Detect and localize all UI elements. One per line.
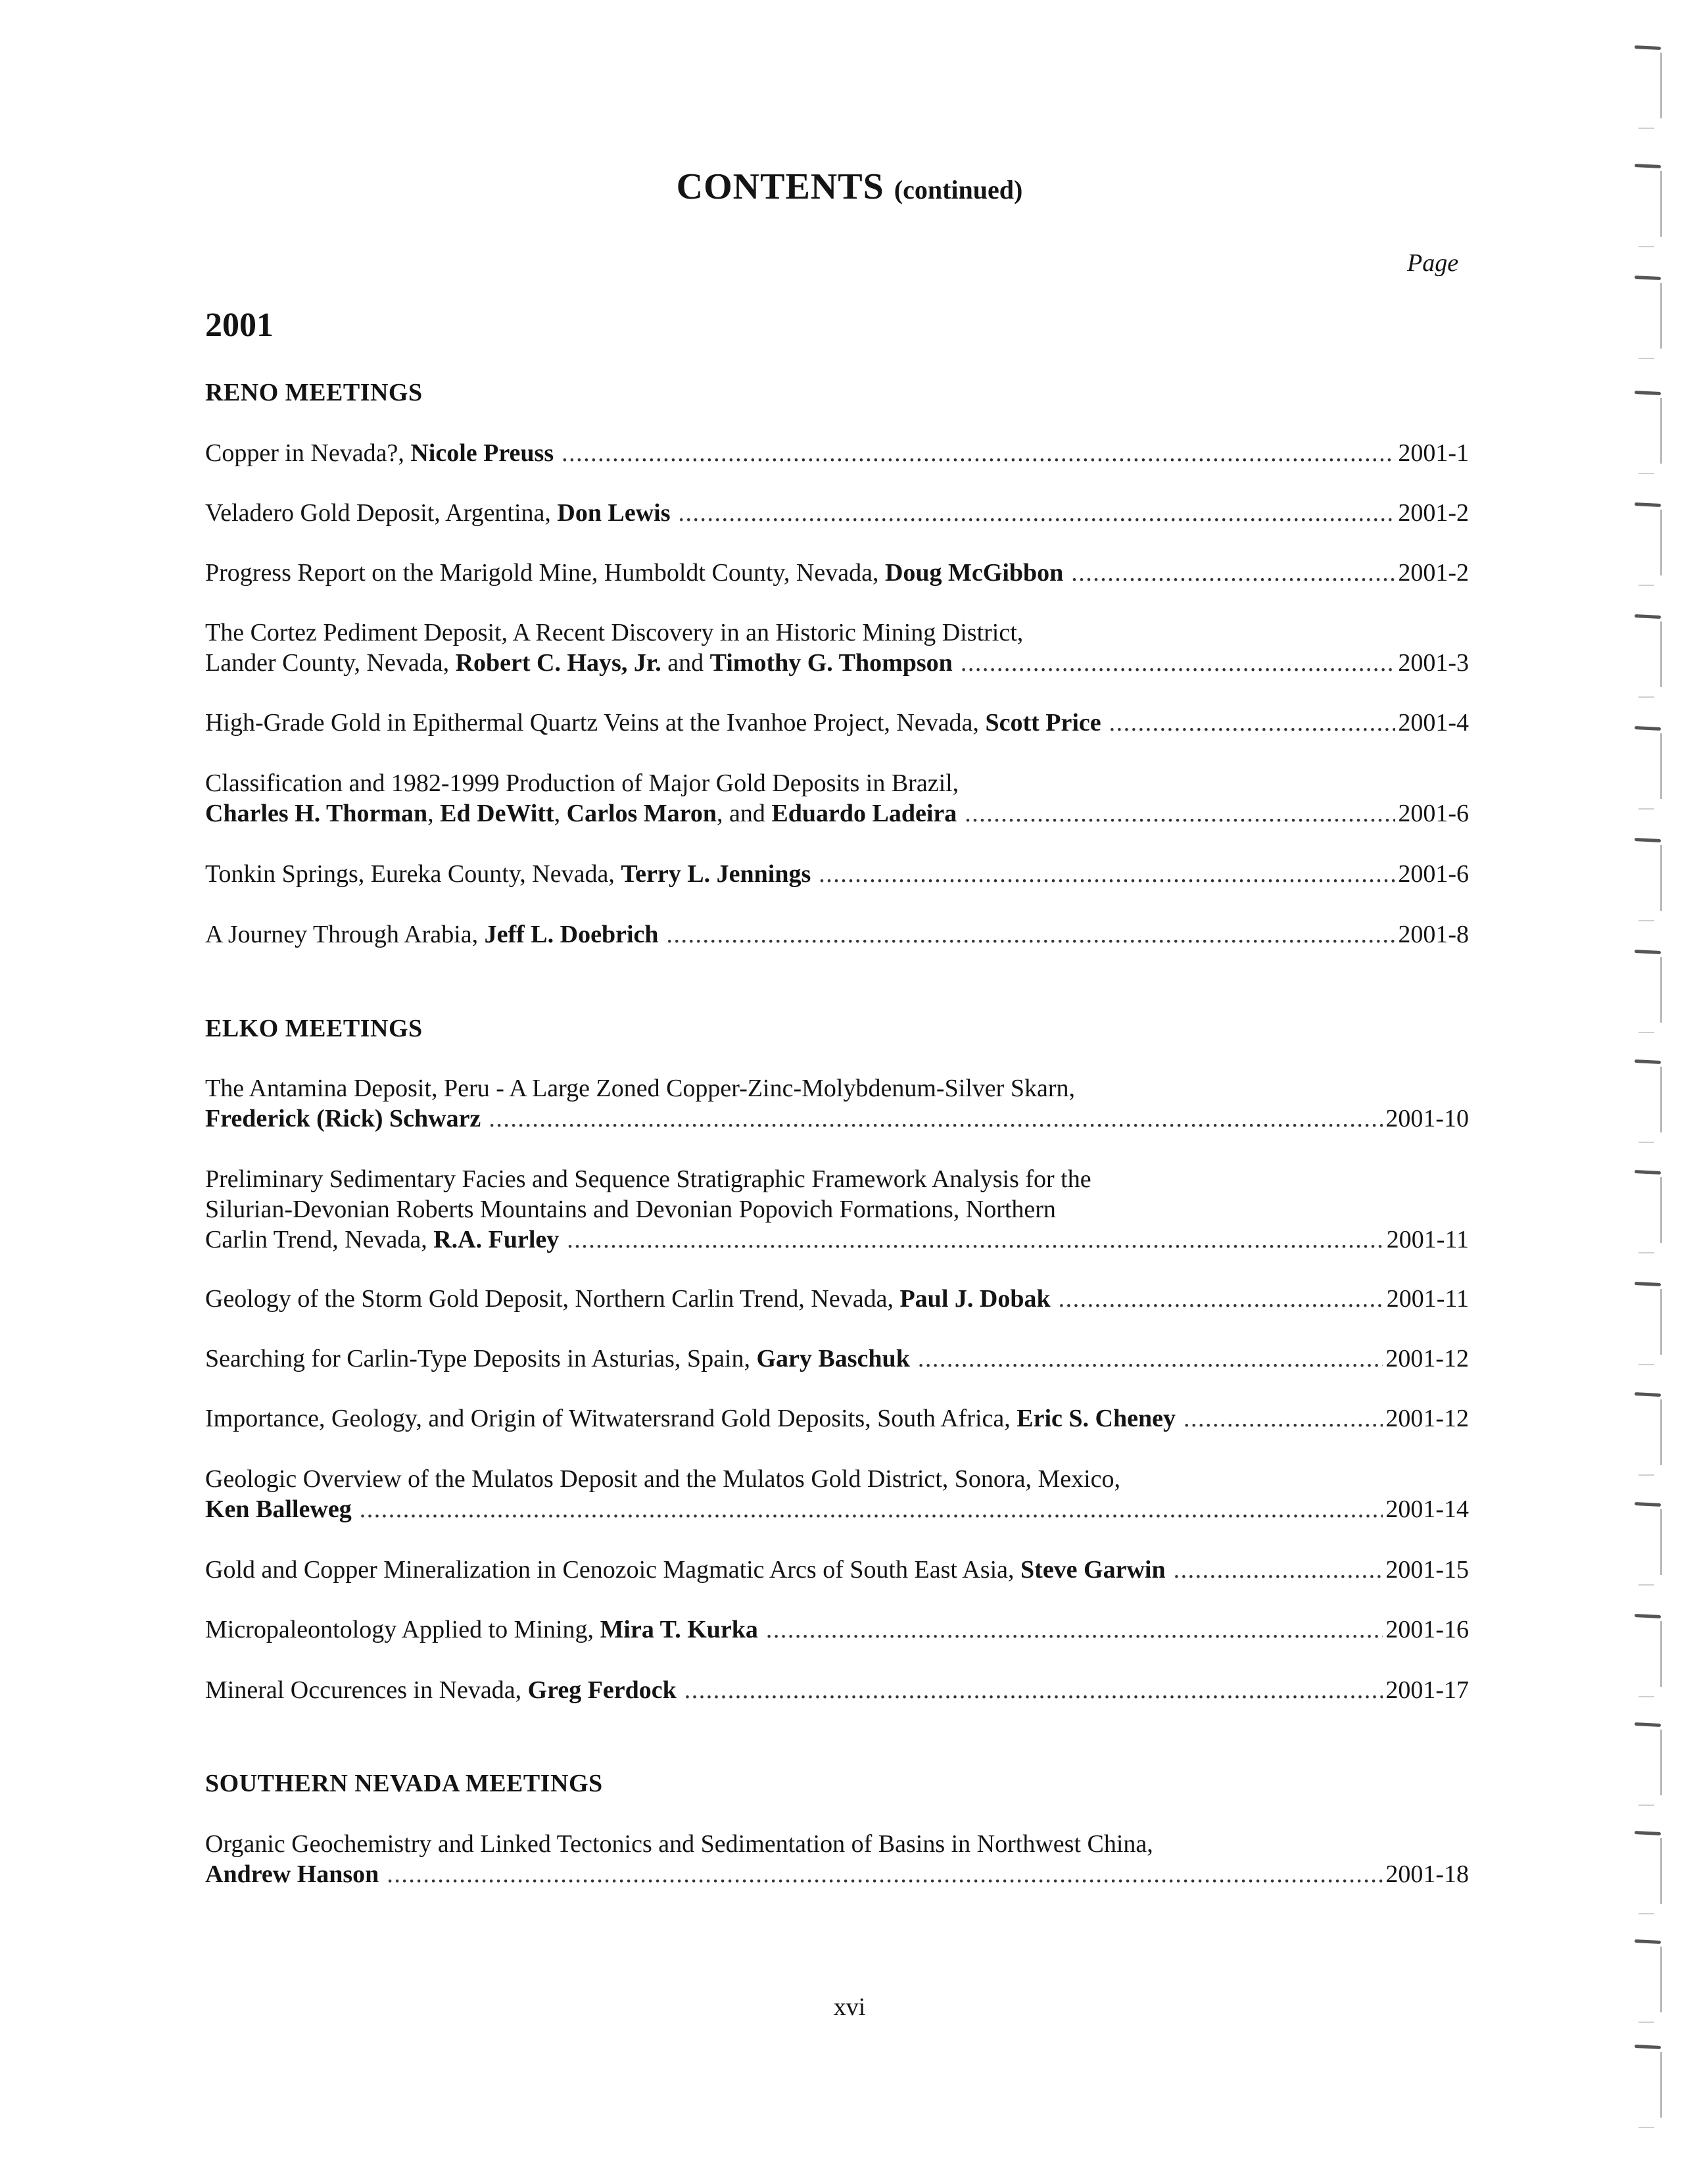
section-heading-southern-nevada: SOUTHERN NEVADA MEETINGS <box>205 1770 603 1797</box>
dot-leader <box>489 1104 1383 1134</box>
entry-author: Carlos Maron <box>566 800 717 827</box>
entry-author: Steve Garwin <box>1020 1556 1166 1584</box>
entry-title <box>205 1494 352 1524</box>
entry-title: Importance, Geology, and Origin of Witwatersrand Gold Deposits, South Africa, Eric S. Cheney <box>205 1405 1176 1432</box>
toc-entry <box>205 1073 1469 1134</box>
entry-title-line: Organic Geochemistry and Linked Tectonics and Sedimentation of Basins in Northwest China, <box>205 1830 1153 1858</box>
toc-entry <box>205 859 1469 889</box>
entry-page: 2001-15 <box>1385 1556 1469 1584</box>
page-number: xvi <box>833 1993 866 2021</box>
entry-title: Copper in Nevada?, Nicole Preuss <box>205 439 554 467</box>
entry-title: Micropaleontology Applied to Mining, Mira T. Kurka <box>205 1616 758 1643</box>
entry-page: 2001-2 <box>1398 499 1469 527</box>
entry-title-line: The Cortez Pediment Deposit, A Recent Discovery in an Historic Mining District, <box>205 619 1024 646</box>
toc-entry <box>205 558 1469 588</box>
entry-title: Searching for Carlin-Type Deposits in Asturias, Spain, Gary Baschuk <box>205 1345 910 1372</box>
entry-author: Frederick (Rick) Schwarz <box>205 1105 481 1132</box>
entry-author: Don Lewis <box>557 499 671 527</box>
entry-page: 2001-6 <box>1398 860 1469 888</box>
toc-entry <box>205 1464 1469 1524</box>
dot-leader <box>918 1344 1383 1374</box>
toc-entry <box>205 919 1469 950</box>
entry-author: R.A. Furley <box>433 1226 560 1253</box>
entry-page: 2001-16 <box>1385 1616 1469 1643</box>
dot-leader <box>961 648 1396 678</box>
toc-entry <box>205 1344 1469 1374</box>
entry-page: 2001-10 <box>1385 1105 1469 1132</box>
entry-title <box>205 1104 481 1134</box>
entry-page: 2001-1 <box>1398 439 1469 467</box>
entry-author: Scott Price <box>985 709 1101 737</box>
entry-page: 2001-17 <box>1385 1676 1469 1704</box>
entry-page: 2001-12 <box>1385 1405 1469 1432</box>
entry-title: Lander County, Nevada, Robert C. Hays, Jr. and Timothy G. Thompson <box>205 649 953 677</box>
dot-leader <box>1059 1284 1384 1314</box>
entry-title: Gold and Copper Mineralization in Cenozoic Magmatic Arcs of South East Asia, Steve Garwin <box>205 1556 1166 1584</box>
toc-entry <box>205 1614 1469 1645</box>
dot-leader <box>667 919 1396 950</box>
binder-mark <box>1635 1503 1662 1601</box>
entry-page: 2001-3 <box>1398 649 1469 677</box>
binder-mark <box>1635 1060 1662 1159</box>
binder-mark <box>1635 46 1662 145</box>
entry-author: Timothy G. Thompson <box>709 649 953 677</box>
dot-leader <box>1071 558 1395 588</box>
toc-entry <box>205 1403 1469 1434</box>
entry-page: 2001-12 <box>1385 1345 1469 1372</box>
entry-author: Ed DeWitt <box>440 800 554 827</box>
binder-mark <box>1635 503 1662 602</box>
binder-mark <box>1635 727 1662 825</box>
entry-author: Doug McGibbon <box>884 559 1064 587</box>
entry-title-line: The Antamina Deposit, Peru - A Large Zoned Copper-Zinc-Molybdenum-Silver Skarn, <box>205 1075 1075 1102</box>
entry-page: 2001-14 <box>1385 1495 1469 1523</box>
entry-title: Carlin Trend, Nevada, R.A. Furley <box>205 1226 560 1253</box>
binder-mark <box>1635 276 1662 375</box>
entry-author: Eduardo Ladeira <box>771 800 957 827</box>
page-title <box>0 166 1699 208</box>
page-column-label: Page <box>1407 249 1459 277</box>
toc-entry <box>205 498 1469 528</box>
entry-title: Mineral Occurences in Nevada, Greg Ferdock <box>205 1676 677 1704</box>
toc-entry <box>205 1829 1469 1889</box>
binder-mark <box>1635 1832 1662 1930</box>
entry-page: 2001-4 <box>1398 709 1469 737</box>
entry-title: Tonkin Springs, Eureka County, Nevada, Terry L. Jennings <box>205 860 811 888</box>
title-text: CONTENTS <box>676 166 884 207</box>
section-heading-elko: ELKO MEETINGS <box>205 1015 423 1042</box>
entry-author: Robert C. Hays, Jr. <box>455 649 661 677</box>
dot-leader <box>684 1675 1383 1705</box>
toc-entry <box>205 1164 1469 1255</box>
binder-mark <box>1635 838 1662 937</box>
entry-title-line: Classification and 1982-1999 Production of Major Gold Deposits in Brazil, <box>205 769 959 797</box>
binder-mark <box>1635 1282 1662 1381</box>
binder-mark <box>1635 950 1662 1049</box>
entry-title: A Journey Through Arabia, Jeff L. Doebrich <box>205 921 659 948</box>
toc-entry <box>205 1675 1469 1705</box>
entry-page: 2001-11 <box>1386 1285 1469 1313</box>
entry-page: 2001-2 <box>1398 559 1469 587</box>
entry-page: 2001-8 <box>1398 921 1469 948</box>
entry-title-line: Preliminary Sedimentary Facies and Sequence Stratigraphic Framework Analysis for the <box>205 1165 1091 1193</box>
year-heading: 2001 <box>205 306 274 344</box>
binder-mark <box>1635 1723 1662 1822</box>
dot-leader <box>819 859 1395 889</box>
toc-entry <box>205 708 1469 738</box>
toc-entry <box>205 768 1469 829</box>
entry-title: Charles H. Thorman, Ed DeWitt, Carlos Maron, and Eduardo Ladeira <box>205 800 957 827</box>
dot-leader <box>567 1225 1383 1255</box>
entry-author: Paul J. Dobak <box>899 1285 1051 1313</box>
dot-leader <box>387 1859 1383 1889</box>
entry-author: Ken Balleweg <box>205 1495 352 1523</box>
binder-mark <box>1635 391 1662 490</box>
binder-mark <box>1635 1940 1662 2039</box>
entry-title: Geology of the Storm Gold Deposit, Northern Carlin Trend, Nevada, Paul J. Dobak <box>205 1285 1051 1313</box>
entry-page: 2001-11 <box>1386 1226 1469 1253</box>
entry-page: 2001-18 <box>1385 1860 1469 1888</box>
binder-mark <box>1635 164 1662 263</box>
entry-author: Terry L. Jennings <box>621 860 811 888</box>
toc-entry <box>205 438 1469 468</box>
toc-entry <box>205 1555 1469 1585</box>
title-suffix: (continued) <box>894 175 1023 205</box>
entry-author: Greg Ferdock <box>527 1676 677 1704</box>
binder-mark <box>1635 1614 1662 1713</box>
entry-page: 2001-6 <box>1398 800 1469 827</box>
entry-title: Progress Report on the Marigold Mine, Humboldt County, Nevada, Doug McGibbon <box>205 559 1064 587</box>
dot-leader <box>562 438 1395 468</box>
toc-entry <box>205 618 1469 678</box>
binder-mark <box>1635 1393 1662 1492</box>
binder-mark <box>1635 1171 1662 1269</box>
binder-mark <box>1635 2045 1662 2144</box>
dot-leader <box>1174 1555 1383 1585</box>
entry-title <box>205 1859 379 1889</box>
dot-leader <box>766 1614 1383 1645</box>
entry-author: Charles H. Thorman <box>205 800 428 827</box>
dot-leader <box>360 1494 1383 1524</box>
entry-author: Eric S. Cheney <box>1017 1405 1176 1432</box>
dot-leader <box>1184 1403 1383 1434</box>
entry-title: Veladero Gold Deposit, Argentina, Don Lewis <box>205 499 671 527</box>
entry-author: Gary Baschuk <box>756 1345 910 1372</box>
entry-title: High-Grade Gold in Epithermal Quartz Veins at the Ivanhoe Project, Nevada, Scott Price <box>205 709 1101 737</box>
entry-author: Jeff L. Doebrich <box>484 921 659 948</box>
entry-title-line: Silurian-Devonian Roberts Mountains and Devonian Popovich Formations, Northern <box>205 1196 1056 1223</box>
dot-leader <box>1109 708 1396 738</box>
toc-entry <box>205 1284 1469 1314</box>
entry-title-line: Geologic Overview of the Mulatos Deposit and the Mulatos Gold District, Sonora, Mexico, <box>205 1465 1121 1493</box>
section-heading-reno: RENO MEETINGS <box>205 379 423 406</box>
entry-author: Nicole Preuss <box>410 439 554 467</box>
entry-author: Mira T. Kurka <box>600 1616 758 1643</box>
binder-mark <box>1635 615 1662 714</box>
dot-leader <box>965 798 1395 829</box>
dot-leader <box>679 498 1396 528</box>
entry-author: Andrew Hanson <box>205 1860 379 1888</box>
